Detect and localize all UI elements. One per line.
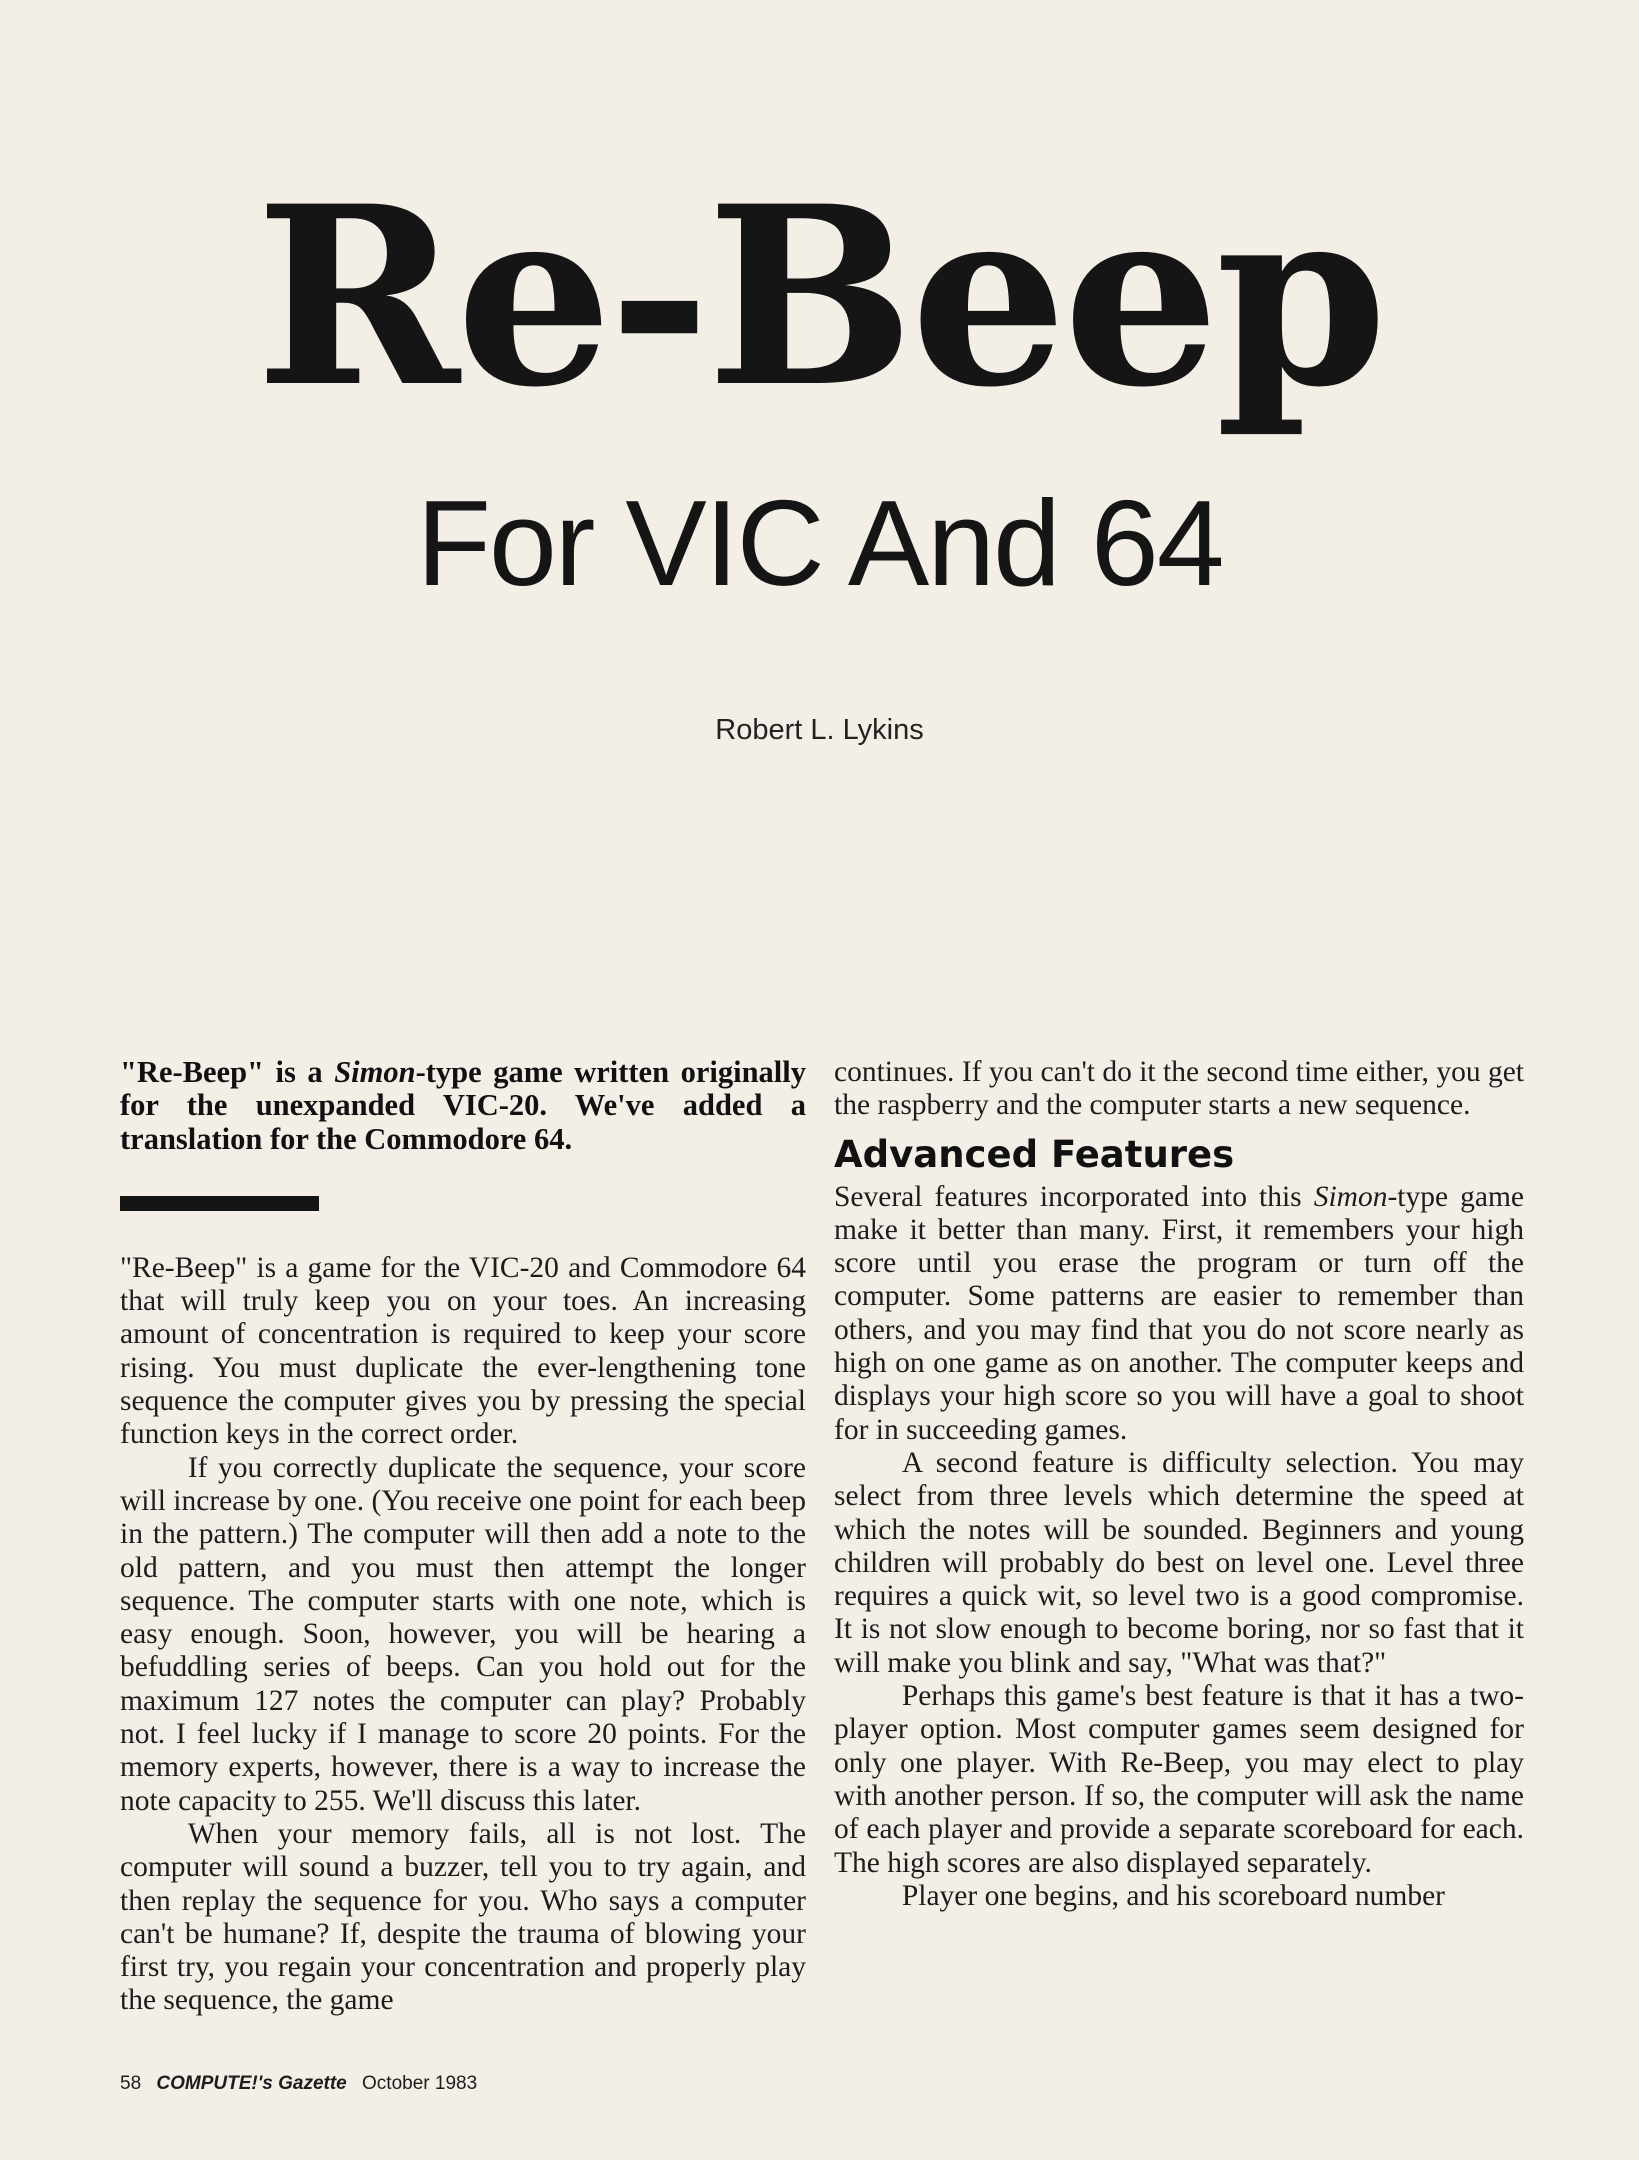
body-paragraph: When your memory fails, all is not lost. The computer will sound a buzzer, tell you to try again, and then replay the sequence for you. Who says a computer can't be humane? If, despite the trauma of blowing your first try, you regain your concentration and properly play the sequence, the game [120,1817,806,2017]
right-column [834,1056,1524,1913]
issue-date: October 1983 [362,2073,478,2094]
body-paragraph: A second feature is difficulty selection. You may select from three levels which determine the speed at which the notes will be sounded. Beginners and young children will probably do best on level one. Level three requires a quick wit, so level two is a good compromise. It is not slow enough to become boring, nor so fast that it will make you blink and say, "What was that?" [834,1446,1524,1679]
article-title: Re-Beep [255,153,1384,442]
body-paragraph: Perhaps this game's best feature is that it has a two-player option. Most computer games seem designed for only one player. With Re-Beep, you may elect to play with another person. If so, the computer will ask the name of each player and provide a separate scoreboard for each. The high scores are also displayed separately. [834,1680,1524,1879]
article-subtitle: For VIC And 64 [416,475,1223,611]
body-paragraph: If you correctly duplicate the sequence, your score will increase by one. (You receive one point for each beep in the pattern.) The computer will then add a note to the old pattern, and you must then attempt the longer sequence. The computer starts with one note, which is easy enough. Soon, however, you will be hearing a befuddling series of beeps. Can you hold out for the maximum 127 notes the computer can play? Probably not. I feel lucky if I manage to score 20 points. For the memory experts, however, there is a way to increase the note capacity to 255. We'll discuss this later. [120,1451,806,1817]
page-footer [120,2073,487,2095]
intro-rule-divider [120,1196,319,1211]
magazine-name: COMPUTE!'s Gazette [156,2073,347,2094]
intro-italic: Simon [334,1055,416,1089]
body-paragraph: continues. If you can't do it the second time either, you get the raspberry and the computer starts a new sequence. [834,1056,1524,1122]
section-heading: Advanced Features [834,1132,1235,1176]
body-paragraph: "Re-Beep" is a game for the VIC-20 and Commodore 64 that will truly keep you on your toes. An increasing amount of concentration is required to keep your score rising. You must duplicate the ever-lengthening tone sequence the computer gives you by pressing the special function keys in the correct order. [120,1251,806,1451]
body-paragraph: Several features incorporated into this Simon-type game make it better than many. First, it remembers your high score until you erase the program or turn off the computer. Some patterns are easier to remember than others, and you may find that you do not score nearly as high on one game as on another. The computer keeps and displays your high score so you will have a goal to shoot for in succeeding games. [834,1180,1524,1446]
body-paragraph: Player one begins, and his scoreboard number [901,1879,1445,1912]
page-number: 58 [120,2073,142,2094]
left-column [120,1056,806,2018]
author-byline: Robert L. Lykins [715,714,924,746]
intro-blurb: "Re-Beep" is a Simon-type game written originally for the unexpanded VIC-20. We've added a translation for the Commodore 64. [120,1055,806,1156]
